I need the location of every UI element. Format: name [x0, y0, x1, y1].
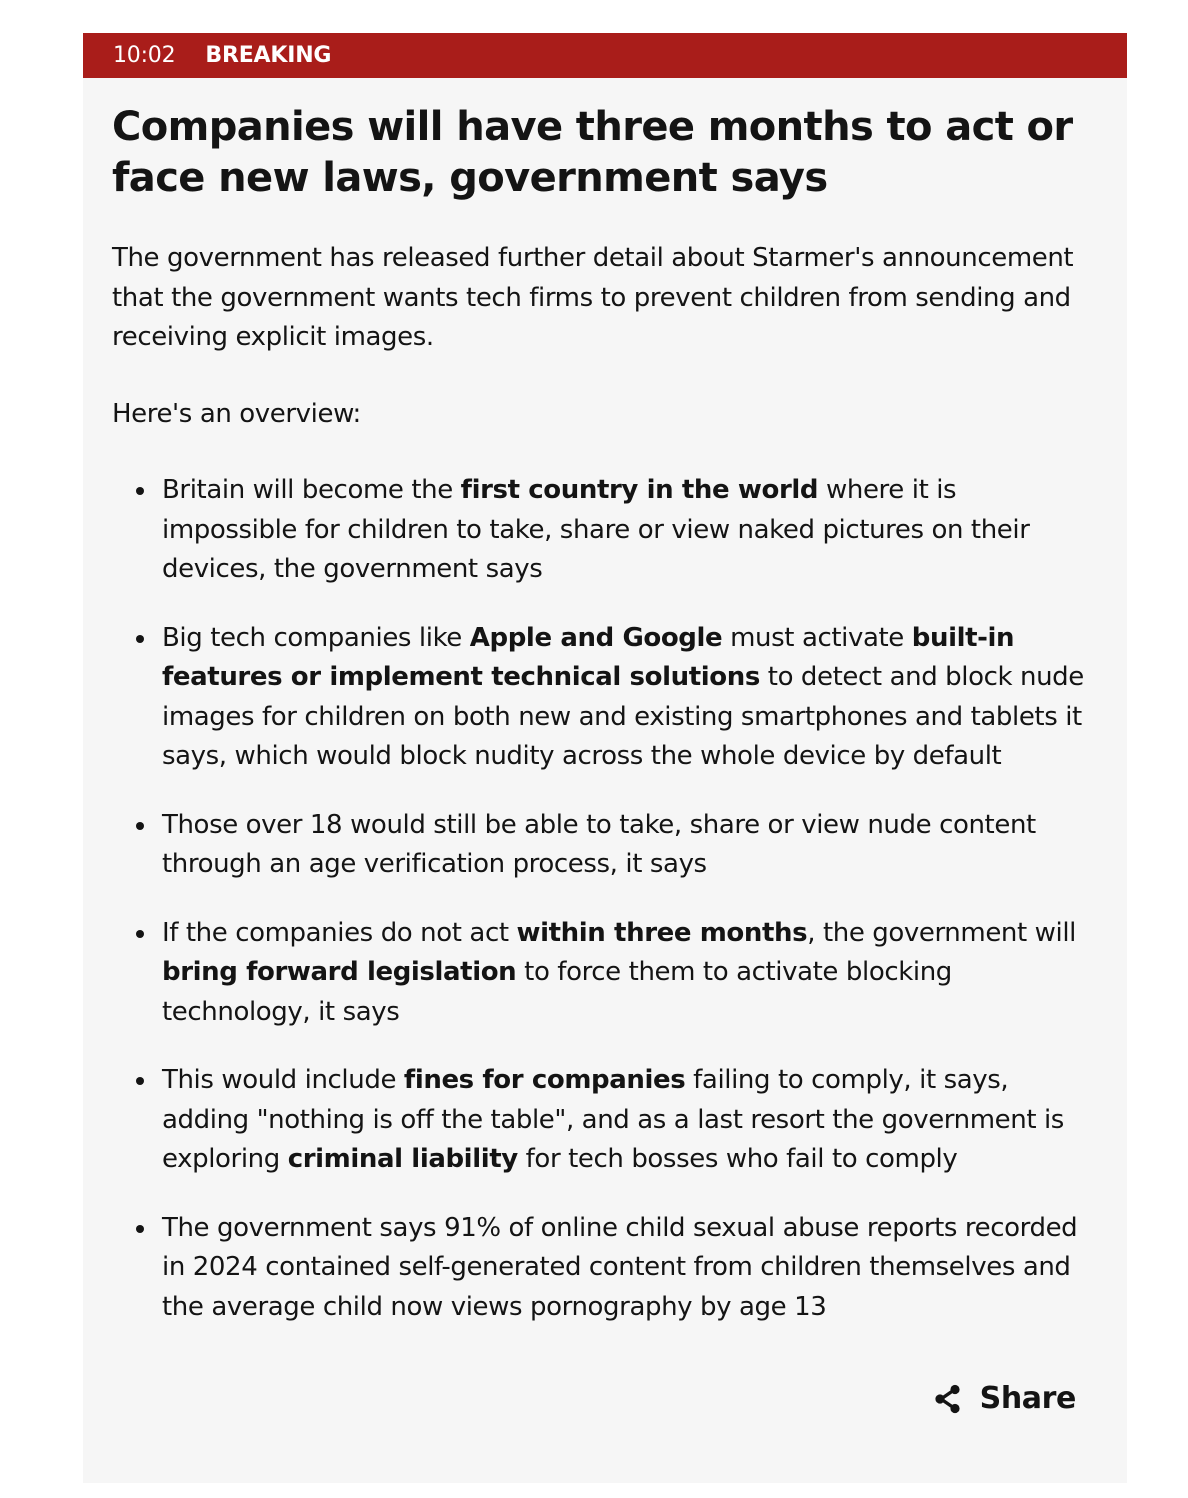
text-segment: If the companies do not act: [162, 917, 517, 948]
post-title: Companies will have three months to act or face new laws, government says: [112, 104, 1073, 201]
text-segment: , the government will: [807, 917, 1076, 948]
breaking-label: BREAKING: [205, 43, 332, 68]
text-segment: Big tech companies like: [162, 622, 470, 653]
bold-text: bring forward legislation: [162, 957, 517, 987]
bold-text: built-in features or implement technical solutions: [162, 622, 1015, 692]
text-segment: Britain will become the: [162, 475, 461, 505]
post-summary: The government has released further detail about Starmer's announcement that the government wants tech firms to prevent children from sending and receiving explicit images.: [112, 243, 1074, 352]
list-item: [162, 1061, 1097, 1180]
list-item: [162, 1209, 1097, 1328]
text-segment: This would include: [162, 1065, 404, 1095]
breaking-bar: [83, 33, 1127, 78]
share-icon: [932, 1383, 964, 1415]
list-item: [162, 914, 1097, 1033]
list-item: [162, 806, 1097, 885]
post-time: 10:02: [113, 43, 176, 68]
text-segment: to detect and block nude images for children on both new and existing smartphones and tablets it says, which would block nudity across the whole device by default: [162, 662, 1084, 771]
text-segment: failing to comply, it says, adding "nothing is off the table", and as a last resort the government is exploring: [162, 1065, 1064, 1174]
overview-list: [112, 471, 1097, 1327]
share-button[interactable]: [932, 1381, 1076, 1416]
live-post-card: [83, 33, 1127, 1483]
bold-text: Apple and Google: [469, 622, 723, 653]
text-segment: for tech bosses who fail to comply: [517, 1144, 958, 1174]
text-segment: The government says 91% of online child sexual abuse reports recorded in 2024 contained self-generated content from children themselves and the average child now views pornography by age 13: [162, 1212, 1078, 1322]
share-label: Share: [979, 1381, 1076, 1416]
bold-text: criminal liability: [287, 1144, 518, 1174]
post-content: [83, 78, 1127, 1327]
text-segment: to force them to activate blocking technology, it says: [162, 957, 952, 1027]
list-item: [162, 619, 1097, 777]
bold-text: fines for companies: [403, 1065, 686, 1095]
text-segment: Those over 18 would still be able to take, share or view nude content through an age verification process, it says: [162, 809, 1036, 879]
overview-intro: Here's an overview:: [112, 398, 361, 429]
bold-text: first country in the world: [460, 475, 819, 505]
bold-text: within three months: [516, 917, 808, 948]
text-segment: where it is impossible for children to take, share or view naked pictures on their devices, the government says: [162, 475, 1030, 584]
text-segment: must activate: [722, 622, 912, 653]
list-item: [162, 471, 1097, 590]
